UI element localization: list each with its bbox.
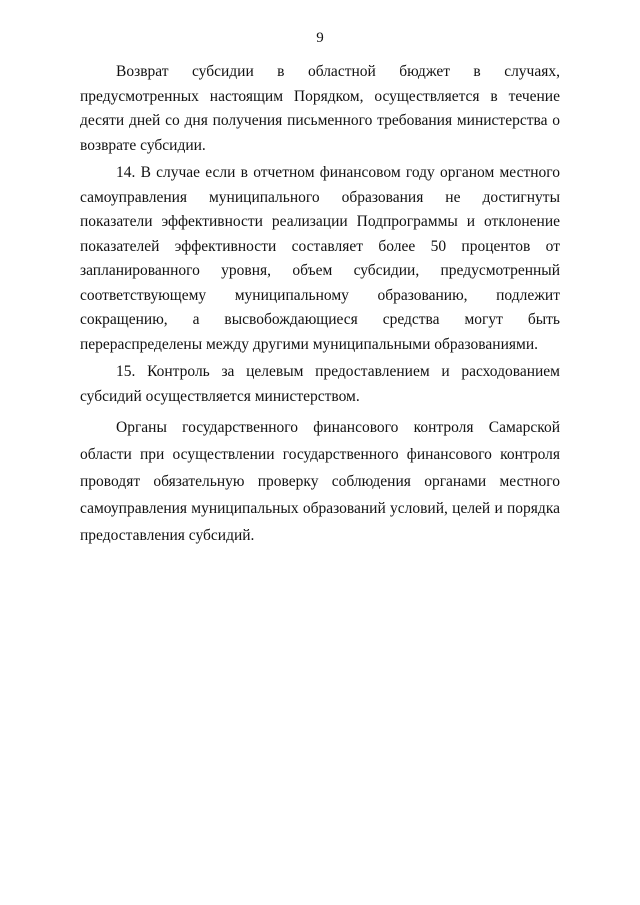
document-body xyxy=(80,60,560,549)
page-number: 9 xyxy=(316,30,324,46)
paragraph-subsidy-return: Возврат субсидии в областной бюджет в случаях, предусмотренных настоящим Порядком, осуществляется в течение десяти дней со дня получения письменного требования министерства о возврате субсидии. xyxy=(80,63,560,154)
paragraph-15-control: 15. Контроль за целевым предоставлением и расходованием субсидий осуществляется министерством. xyxy=(80,363,560,405)
paragraph-financial-control-bodies: Органы государственного финансового контроля Самарской области при осуществлении государственного финансового контроля проводят обязательную проверку соблюдения органами местного самоуправления муниципальных образований условий, целей и порядка предоставления субсидий. xyxy=(80,419,560,544)
paragraph-14-reduction: 14. В случае если в отчетном финансовом году органом местного самоуправления муниципального образования не достигнуты показатели эффективности реализации Подпрограммы и отклонение показателей эффективности составляет более 50 процентов от запланированного уровня, объем субсидии, предусмотренный соответствующему муниципальному образованию, подлежит сокращению, а высвобождающиеся средства могут быть перераспределены между другими муниципальными образованиями. xyxy=(80,164,560,353)
